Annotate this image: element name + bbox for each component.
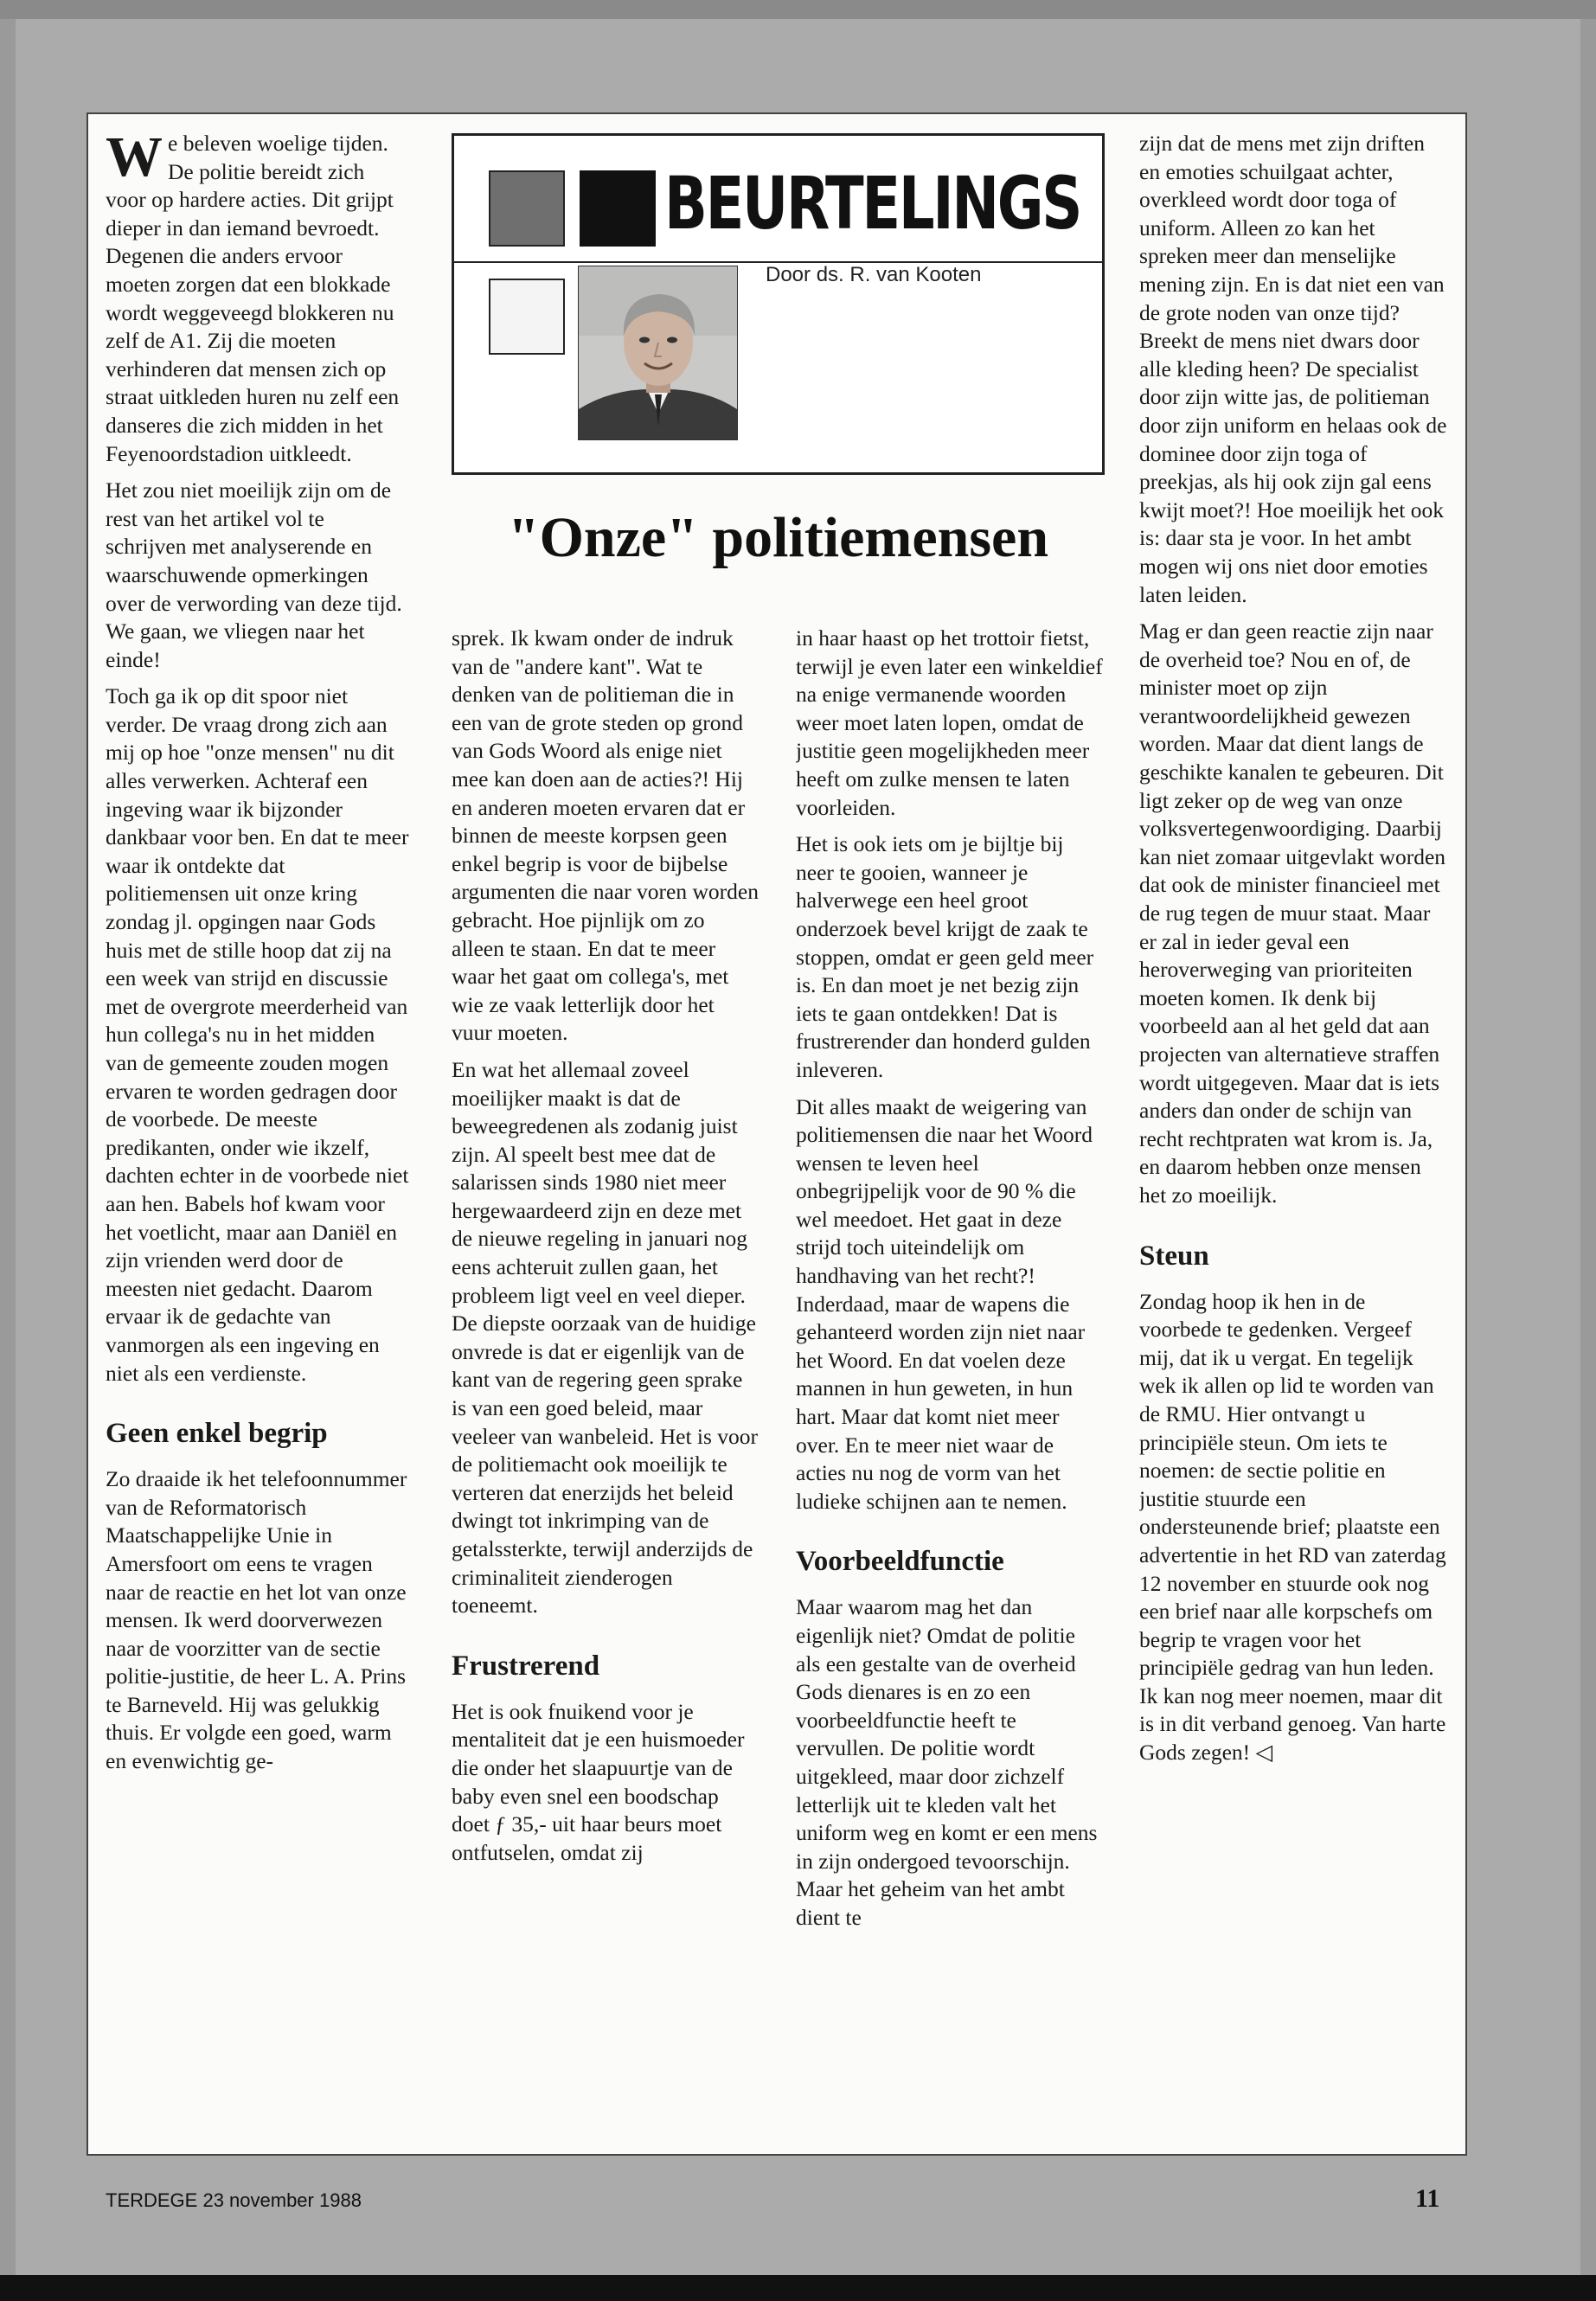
byline: Door ds. R. van Kooten <box>766 263 982 286</box>
portrait-image <box>579 266 737 439</box>
paragraph: Toch ga ik op dit spoor niet verder. De vraag drong zich aan mij op hoe "onze mensen" nu dit alles verwerken. Achteraf een ingeving waar ik bijzonder dankbaar voor ben. En dat te meer waar ik ontdekte dat politiemensen uit onze kring zondag jl. opgingen naar Gods huis met de stille hoop dat zij na een week van strijd en discussie met de overgrote meerderheid van hun collega's nu in het midden van de gemeente zouden mogen ervaren te worden gedragen door de voorbede. De meeste predikanten, onder wie ikzelf, dachten echter in de voorbede niet aan hen. Babels hof kwam voor het voetlicht, maar aan Daniël en zijn vrienden werd door de meesten niet gedacht. Daarom ervaar ik de gedachte van vanmorgen als een ingeving en niet als een verdienste. <box>106 683 409 1386</box>
page-number: 11 <box>1415 2184 1440 2213</box>
column-2 <box>452 625 759 2138</box>
paragraph: Dit alles maakt de weigering van politiemensen die naar het Woord wensen te leven heel onbegrijpelijk voor de 90 % die wel meedoet. Het gaat in deze strijd toch uiteindelijk om handhaving van het recht?! Inderdaad, maar de wapens die gehanteerd worden zijn niet naar het Woord. En dat voelen deze mannen in hun geweten, in hun hart. Maar dat komt niet meer over. En te meer niet waar de acties nu nog de vorm van het ludieke schijnen aan te nemen. <box>796 1093 1093 1514</box>
paragraph: Zondag hoop ik hen in de voorbede te gedenken. Vergeef mij, dat ik u vergat. En tegelijk wek ik allen op lid te worden van de RMU. Hier ontvangt u principiële steun. Om iets te noemen: de sectie politie en justitie stuurde een ondersteunende brief; plaatste een advertentie in het RD van zaterdag 12 november en stuurde ook nog een brief naar alle korpschefs om begrip te vragen voor het principiële gedrag van hun leden. Ik kan nog meer noemen, maar dit is in dit verband genoeg. Van harte Gods zegen! ◁ <box>1139 1288 1446 1766</box>
paragraph: We beleven woelige tijden. De politie bereidt zich voor op hardere acties. Dit grijpt dieper in dan iemand bevroedt. Degenen die anders ervoor moeten zorgen dat een blokkade wordt weggeveegd blokkeren nu zelf de A1. Zij die moeten verhinderen dat mensen zich op straat uitkleden huren nu zelf een danseres die zich midden in het Feyenoordstadion uitkleedt. <box>106 130 400 466</box>
paragraph: Het zou niet moeilijk zijn om de rest van het artikel vol te schrijven met analyserende en waarschuwende opmerkingen over de verwording van deze tijd. We gaan, we vliegen naar het einde! <box>106 478 402 672</box>
paragraph: sprek. Ik kwam onder de indruk van de "andere kant". Wat te denken van de politieman die in een van de grote steden op grond van Gods Woord als enige niet mee kan doen aan de acties?! Hij en anderen moeten ervaren dat er binnen de meeste korpsen geen enkel begrip is voor de bijbelse argumenten die naar voren worden gebracht. Hoe pijnlijk om zo alleen te staan. En dat te meer waar het gaat om collega's, met wie ze vaak letterlijk door het vuur moeten. <box>452 625 759 1046</box>
paragraph: Maar waarom mag het dan eigenlijk niet? Omdat de politie als een gestalte van de overheid Gods dienares is en zo een voorbeeldfunctie heeft te vervullen. De politie wordt uitgekleed, maar door zichzelf letterlijk uit te kleden valt het uniform weg en komt er een mens in zijn ondergoed tevoorschijn. Maar het geheim van het ambt dient te <box>796 1594 1098 1930</box>
paragraph: Het is ook iets om je bijltje bij neer te gooien, wanneer je halverwege een heel groot onderzoek bevel krijgt de zaak te stoppen, omdat er geen geld meer is. En dan moet je net bezig zijn iets te gaan ontdekken! Dat is frustrerender dan honderd gulden inleveren. <box>796 831 1094 1082</box>
column-1 <box>106 130 410 2137</box>
subheading: Geen enkel begrip <box>106 1418 328 1450</box>
author-portrait <box>578 266 738 440</box>
gray-square-icon <box>489 170 565 247</box>
section-title: BEURTELINGS <box>664 161 1081 246</box>
footer-publication: TERDEGE 23 november 1988 <box>106 2189 362 2211</box>
paragraph: zijn dat de mens met zijn driften en emoties schuilgaat achter, overkleed wordt door toga of uniform. Alleen zo kan het spreken meer dan menselijke mening zijn. En is dat niet een van de grote noden van onze tijd? Breekt de mens niet dwars door alle kleding heen? De specialist door zijn witte jas, de politieman door zijn uniform en helaas ook de dominee door zijn toga of preekjas, als hij ook zijn gal eens kwijt moet?! Hoe moeilijk het ook is: daar sta je voor. In het ambt mogen wij ons niet door emoties laten leiden. <box>1139 131 1447 607</box>
magazine-page <box>87 112 1467 2156</box>
column-4 <box>1139 130 1449 2137</box>
scan-bottom-edge <box>0 2275 1596 2301</box>
outline-square-icon <box>489 279 565 355</box>
subheading: Steun <box>1139 1240 1209 1272</box>
black-square-icon <box>580 170 656 247</box>
subheading: Frustrerend <box>452 1650 600 1682</box>
paragraph: En wat het allemaal zoveel moeilijker maakt is dat de beweegredenen als zodanig juist zijn. Al speelt best mee dat de salarissen sinds 1980 niet meer hergewaardeerd zijn en deze met de nieuwe regeling in januari nog eens achteruit zullen gaan, het probleem ligt veel en veel dieper. De diepste oorzaak van de huidige onvrede is dat er eigenlijk van de kant van de regering geen sprake is van een goed beleid, maar veeleer van wanbeleid. Het is voor de politiemacht ook moeilijk te verteren dat enerzijds het beleid dwingt tot inkrimping van de getalssterkte, terwijl anderzijds de criminaliteit zienderogen toeneemt. <box>452 1056 759 1618</box>
subheading: Voorbeeldfunctie <box>796 1546 1004 1578</box>
scan-top-edge <box>0 0 1596 19</box>
column-3 <box>796 625 1103 2138</box>
banner-row <box>454 136 1102 263</box>
drop-cap: W <box>106 130 163 189</box>
paragraph: Zo draaide ik het telefoonnummer van de Reformatorisch Maatschappelijke Unie in Amersfoort om eens te vragen naar de reactie en het lot van onze mensen. Ik werd doorverwezen naar de voorzitter van de sectie politie-justitie, de heer L. A. Prins te Barneveld. Hij was gelukkig thuis. Er volgde een goed, warm en evenwichtig ge- <box>106 1466 407 1774</box>
paragraph: in haar haast op het trottoir fietst, terwijl je even later een winkeldief na enige vermanende woorden weer moet laten lopen, omdat de justitie geen mogelijkheden meer heeft om zulke mensen te laten voorleiden. <box>796 625 1103 820</box>
headline: "Onze" politiemensen <box>507 506 1049 569</box>
column-header-box <box>452 133 1105 475</box>
paragraph: Mag er dan geen reactie zijn naar de overheid toe? Nou en of, de minister moet op zijn verantwoordelijkheid gewezen worden. Maar dat dient langs de geschikte kanalen te gebeuren. Dit ligt zeker op de weg van onze volksvertegenwoordiging. Daarbij kan niet zomaar uitgevlakt worden dat ook de minister financieel met de rug tegen de muur staat. Maar er zal in ieder geval een heroverweging van prioriteiten moeten komen. Ik denk bij voorbeeld aan al het geld dat aan projecten van alternatieve straffen wordt uitgegeven. Maar dat is iets anders dan onder de schijn van recht rechtpraten wat krom is. Ja, en daarom hebben onze mensen het zo moeilijk. <box>1139 619 1446 1208</box>
paragraph: Het is ook fnuikend voor je mentaliteit dat je een huismoeder die onder het slaapuurtje van de baby even snel een boodschap doet ƒ 35,- uit haar beurs moet ontfutselen, omdat zij <box>452 1698 745 1865</box>
